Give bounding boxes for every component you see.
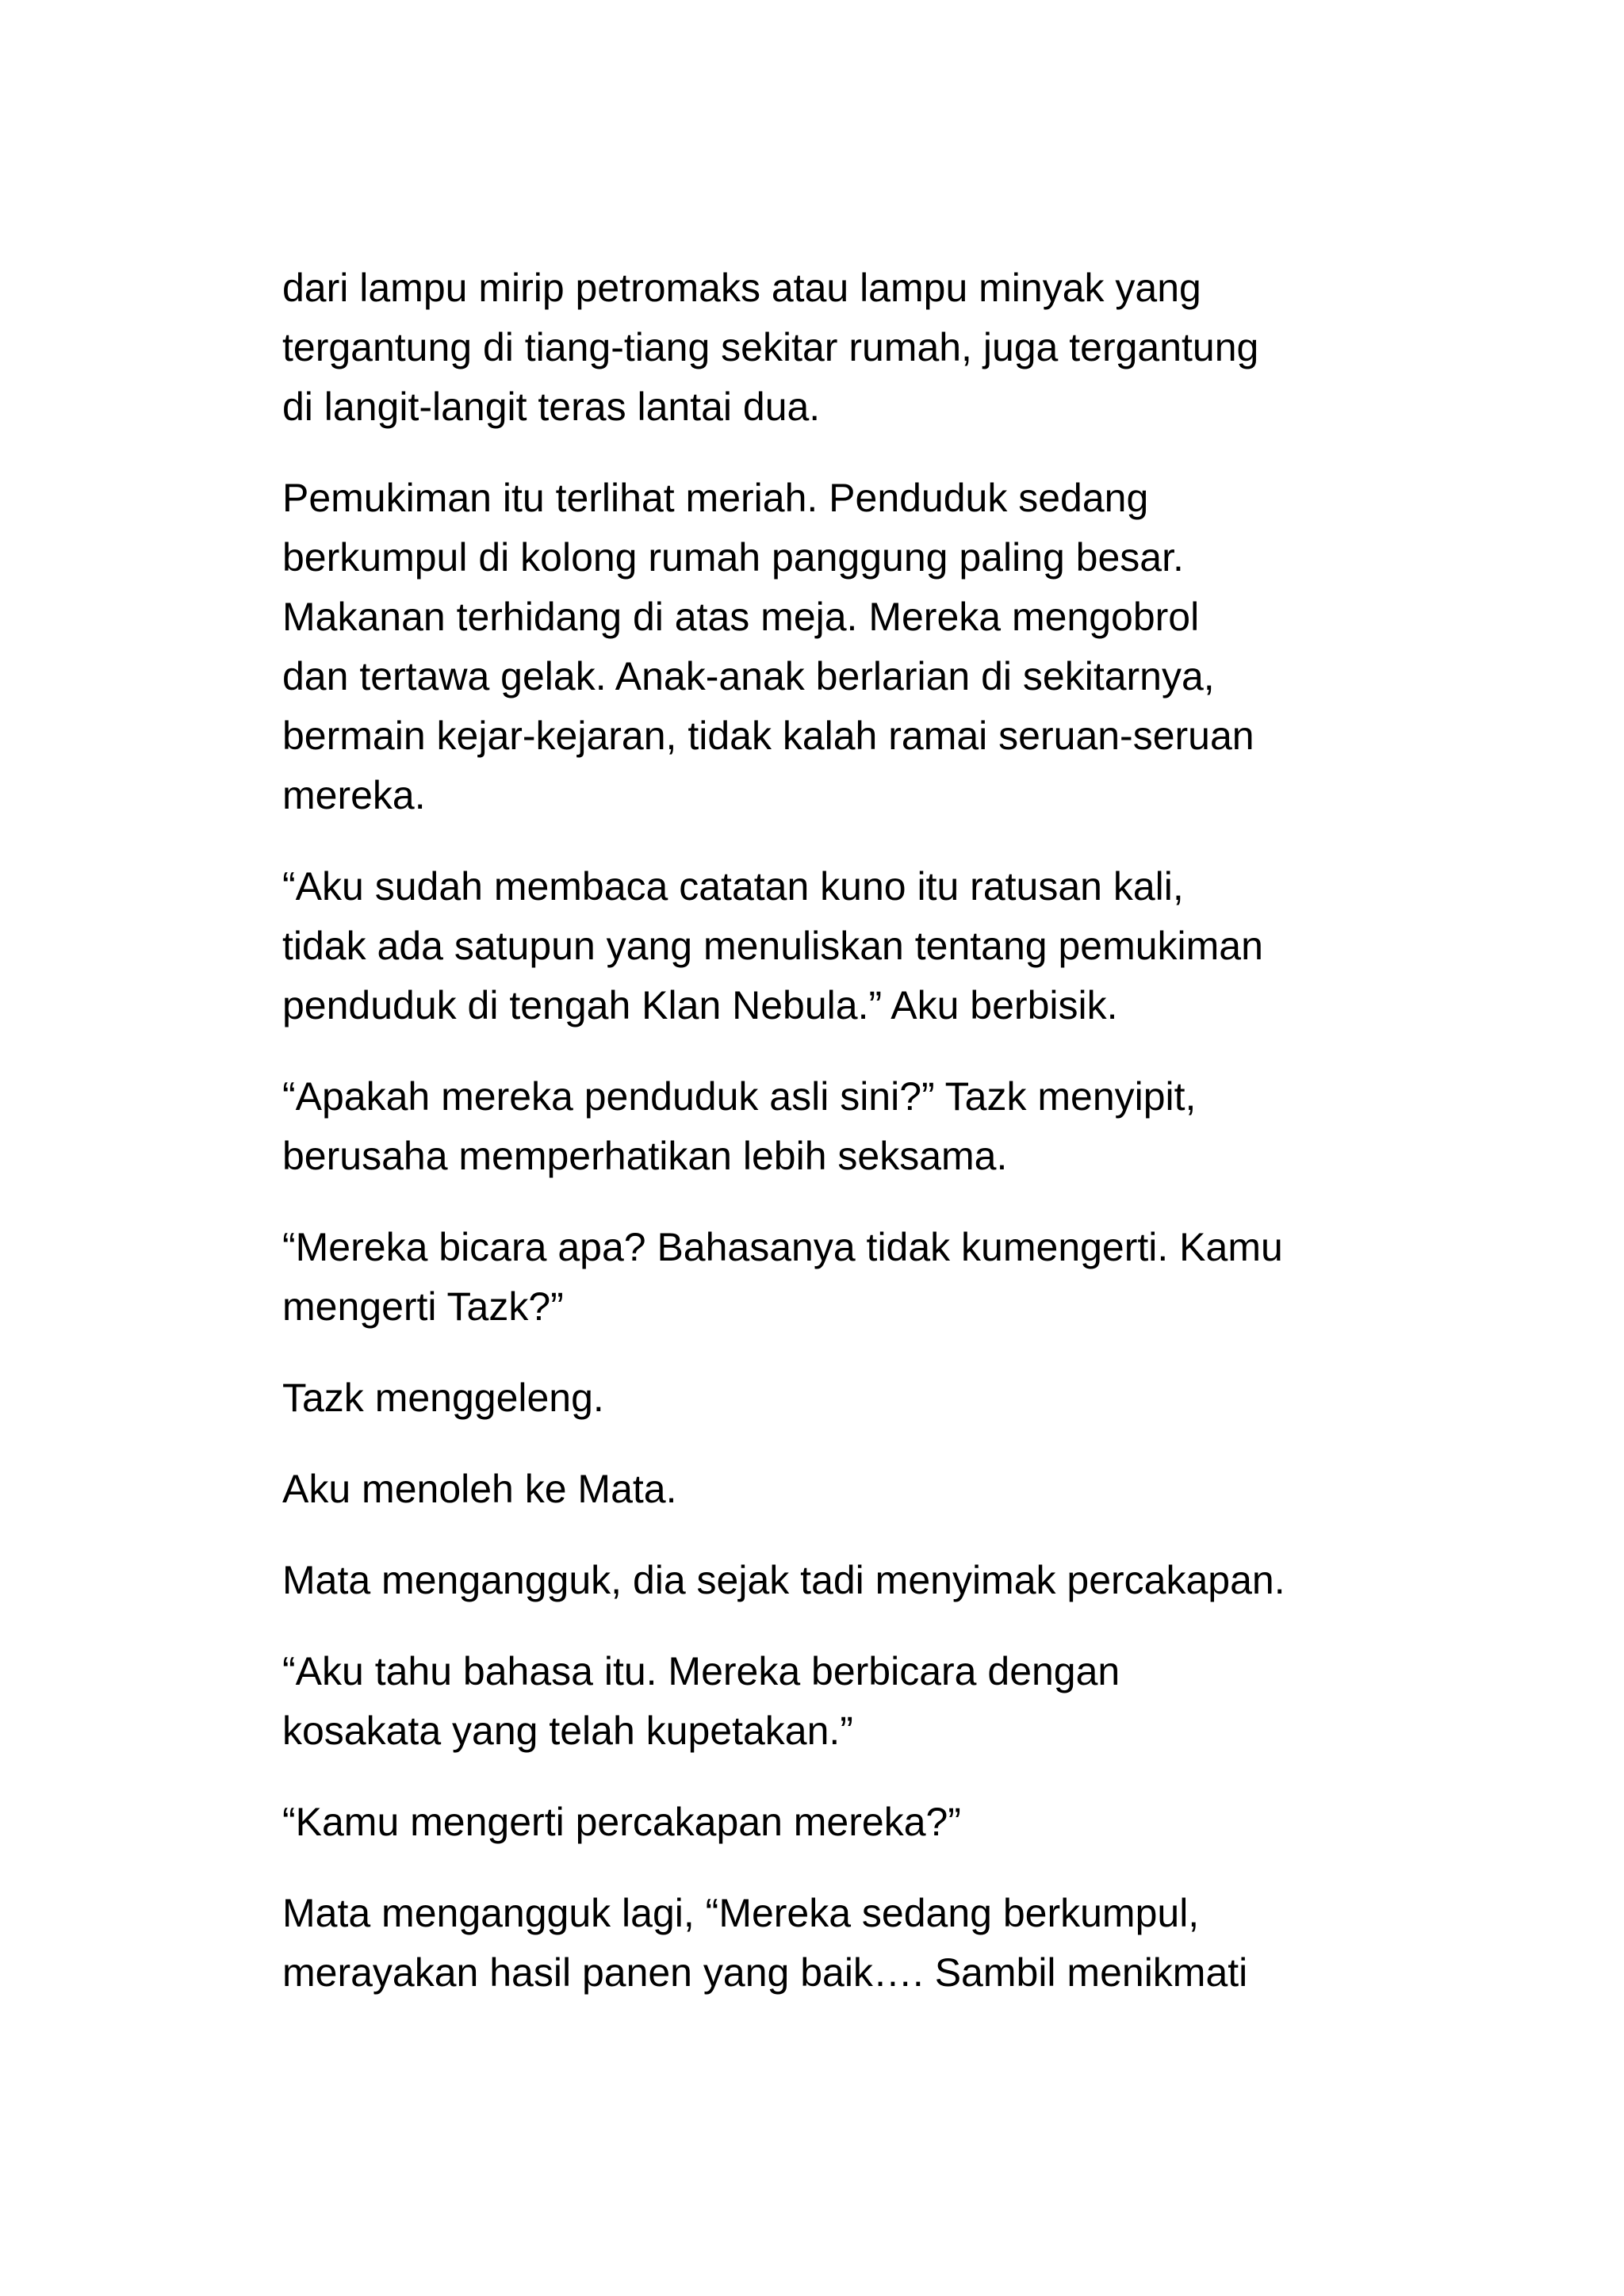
paragraph: [282, 1884, 1440, 2003]
text-line: Mata mengangguk, dia sejak tadi menyimak percakapan.: [282, 1558, 1285, 1602]
text-line: kosakata yang telah kupetakan.”: [282, 1709, 853, 1753]
paragraph: [282, 1218, 1440, 1337]
text-line: tergantung di tiang-tiang sekitar rumah, juga tergantung: [282, 325, 1259, 369]
paragraph: [282, 1368, 1440, 1428]
text-line: tidak ada satupun yang menuliskan tentang pemukiman: [282, 924, 1263, 968]
text-line: Pemukiman itu terlihat meriah. Penduduk sedang: [282, 476, 1149, 520]
paragraph: [282, 1793, 1440, 1852]
text-line: “Apakah mereka penduduk asli sini?” Tazk menyipit,: [282, 1074, 1197, 1119]
text-line: Aku menoleh ke Mata.: [282, 1467, 677, 1511]
text-line: merayakan hasil panen yang baik…. Sambil menikmati: [282, 1950, 1248, 1995]
text-line: “Aku sudah membaca catatan kuno itu ratusan kali,: [282, 864, 1184, 909]
paragraph: [282, 1460, 1440, 1519]
paragraph: [282, 1551, 1440, 1610]
body-text: [282, 258, 1440, 2034]
paragraph: [282, 258, 1440, 437]
text-line: Mata mengangguk lagi, “Mereka sedang berkumpul,: [282, 1891, 1200, 1935]
text-line: dan tertawa gelak. Anak-anak berlarian di sekitarnya,: [282, 654, 1215, 698]
text-line: Makanan terhidang di atas meja. Mereka mengobrol: [282, 595, 1200, 639]
text-line: “Kamu mengerti percakapan mereka?”: [282, 1800, 961, 1844]
text-line: berusaha memperhatikan lebih seksama.: [282, 1134, 1008, 1178]
text-line: penduduk di tengah Klan Nebula.” Aku berbisik.: [282, 983, 1118, 1027]
text-line: mereka.: [282, 773, 426, 817]
text-line: di langit-langit teras lantai dua.: [282, 385, 821, 429]
text-line: mengerti Tazk?”: [282, 1284, 564, 1329]
text-line: Tazk menggeleng.: [282, 1376, 604, 1420]
text-line: berkumpul di kolong rumah panggung paling besar.: [282, 535, 1184, 580]
text-line: bermain kejar-kejaran, tidak kalah ramai seruan-seruan: [282, 714, 1254, 758]
paragraph: [282, 469, 1440, 825]
paragraph: [282, 1642, 1440, 1761]
text-line: dari lampu mirip petromaks atau lampu minyak yang: [282, 266, 1201, 310]
text-line: “Aku tahu bahasa itu. Mereka berbicara dengan: [282, 1649, 1120, 1693]
text-line: “Mereka bicara apa? Bahasanya tidak kumengerti. Kamu: [282, 1225, 1283, 1269]
paragraph: [282, 857, 1440, 1035]
paragraph: [282, 1067, 1440, 1186]
